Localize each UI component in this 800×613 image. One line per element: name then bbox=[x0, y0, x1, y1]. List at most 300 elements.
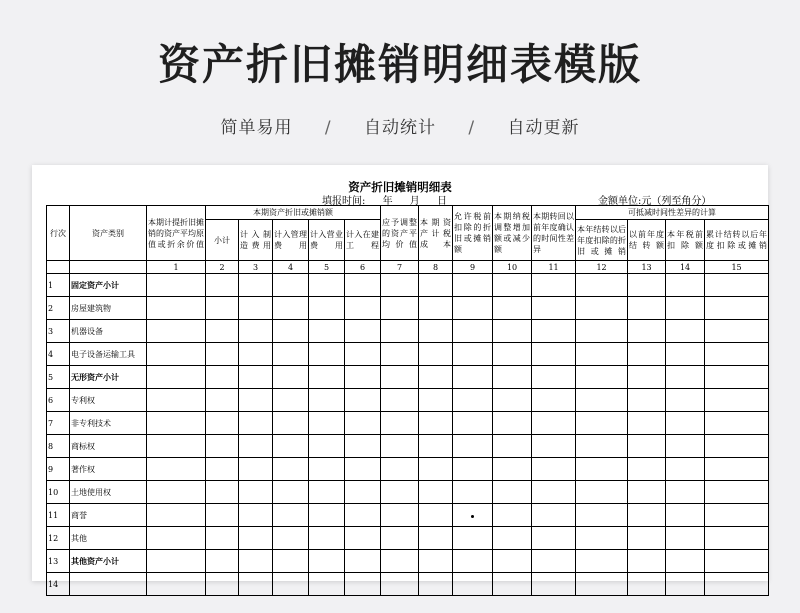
table-cell[interactable] bbox=[419, 320, 453, 343]
table-cell[interactable] bbox=[381, 481, 419, 504]
table-cell[interactable] bbox=[666, 274, 705, 297]
table-cell[interactable] bbox=[576, 435, 628, 458]
table-cell[interactable] bbox=[239, 573, 273, 596]
table-cell[interactable] bbox=[453, 274, 493, 297]
row-number: 8 bbox=[47, 435, 70, 458]
table-cell[interactable] bbox=[309, 550, 345, 573]
table-cell[interactable] bbox=[453, 527, 493, 550]
row-number: 7 bbox=[47, 412, 70, 435]
column-number: 1 bbox=[147, 261, 206, 274]
column-number: 13 bbox=[628, 261, 666, 274]
table-cell[interactable] bbox=[666, 297, 705, 320]
table-cell[interactable] bbox=[273, 366, 309, 389]
table-cell[interactable] bbox=[147, 550, 206, 573]
table-cell[interactable] bbox=[628, 573, 666, 596]
table-cell[interactable] bbox=[628, 297, 666, 320]
asset-category: 著作权 bbox=[70, 458, 147, 481]
table-cell[interactable] bbox=[206, 435, 239, 458]
table-cell[interactable] bbox=[628, 366, 666, 389]
column-number: 5 bbox=[309, 261, 345, 274]
table-cell[interactable] bbox=[576, 550, 628, 573]
table-cell[interactable] bbox=[493, 550, 532, 573]
table-cell[interactable] bbox=[345, 458, 381, 481]
table-cell[interactable] bbox=[381, 343, 419, 366]
table-cell[interactable] bbox=[453, 481, 493, 504]
asset-category: 其他资产小计 bbox=[70, 550, 147, 573]
subtitle-item-easy: 简单易用 bbox=[220, 118, 293, 138]
row-number: 10 bbox=[47, 481, 70, 504]
header-avg-value: 本期计提折旧摊销的资产平均原值或折余价值 bbox=[147, 206, 206, 261]
table-cell[interactable] bbox=[206, 389, 239, 412]
subtitle-separator: / bbox=[468, 118, 476, 138]
table-cell[interactable] bbox=[309, 412, 345, 435]
fill-date-label: 填报时间: bbox=[322, 196, 366, 207]
row-number: 6 bbox=[47, 389, 70, 412]
table-cell[interactable] bbox=[345, 366, 381, 389]
table-cell[interactable] bbox=[147, 504, 206, 527]
table-cell[interactable] bbox=[532, 573, 576, 596]
row-number: 12 bbox=[47, 527, 70, 550]
table-cell[interactable] bbox=[532, 435, 576, 458]
table-cell[interactable] bbox=[493, 297, 532, 320]
column-number: 2 bbox=[206, 261, 239, 274]
table-cell[interactable] bbox=[705, 458, 769, 481]
row-number: 2 bbox=[47, 297, 70, 320]
depreciation-table bbox=[46, 205, 769, 596]
table-cell[interactable] bbox=[628, 320, 666, 343]
fill-date-day: 日 bbox=[436, 196, 447, 207]
column-number: 12 bbox=[576, 261, 628, 274]
table-cell[interactable] bbox=[345, 550, 381, 573]
table-cell[interactable] bbox=[147, 320, 206, 343]
table-cell[interactable] bbox=[705, 481, 769, 504]
table-cell[interactable] bbox=[381, 320, 419, 343]
table-cell[interactable] bbox=[419, 366, 453, 389]
table-cell[interactable] bbox=[493, 527, 532, 550]
row-number: 1 bbox=[47, 274, 70, 297]
table-cell[interactable] bbox=[628, 412, 666, 435]
table-cell[interactable] bbox=[273, 435, 309, 458]
table-cell[interactable] bbox=[493, 412, 532, 435]
header-carry-forward: 本年结转以后年度扣除的折旧或摊销 bbox=[576, 220, 628, 261]
table-cell[interactable] bbox=[666, 458, 705, 481]
table-cell[interactable] bbox=[666, 573, 705, 596]
asset-category: 机器设备 bbox=[70, 320, 147, 343]
table-cell[interactable] bbox=[273, 527, 309, 550]
table-cell[interactable] bbox=[309, 458, 345, 481]
table-cell[interactable] bbox=[273, 343, 309, 366]
table-cell[interactable] bbox=[532, 458, 576, 481]
table-cell[interactable] bbox=[493, 435, 532, 458]
row-number: 13 bbox=[47, 550, 70, 573]
table-cell[interactable] bbox=[576, 297, 628, 320]
table-cell[interactable] bbox=[309, 274, 345, 297]
table-cell[interactable] bbox=[381, 504, 419, 527]
table-row bbox=[47, 366, 769, 389]
table-cell[interactable] bbox=[453, 320, 493, 343]
table-cell[interactable] bbox=[147, 435, 206, 458]
table-cell[interactable] bbox=[345, 297, 381, 320]
table-cell[interactable] bbox=[273, 320, 309, 343]
table-cell[interactable] bbox=[628, 481, 666, 504]
table-cell[interactable] bbox=[419, 527, 453, 550]
table-cell[interactable] bbox=[419, 435, 453, 458]
table-cell[interactable] bbox=[309, 504, 345, 527]
table-cell[interactable] bbox=[273, 481, 309, 504]
table-row bbox=[47, 389, 769, 412]
table-cell[interactable] bbox=[147, 412, 206, 435]
row-number: 5 bbox=[47, 366, 70, 389]
amount-unit: 金额单位:元（列至角分） bbox=[598, 196, 712, 207]
table-cell[interactable] bbox=[381, 458, 419, 481]
subtitle-item-auto-stats: 自动统计 bbox=[364, 118, 436, 138]
table-cell[interactable] bbox=[493, 389, 532, 412]
table-cell[interactable] bbox=[309, 389, 345, 412]
table-cell[interactable] bbox=[273, 504, 309, 527]
table-row bbox=[47, 435, 769, 458]
header-reversal: 本期转回以前年度确认的时间性差异 bbox=[532, 206, 576, 261]
table-cell[interactable] bbox=[705, 435, 769, 458]
table-cell[interactable] bbox=[576, 320, 628, 343]
table-cell[interactable] bbox=[309, 481, 345, 504]
table-cell[interactable] bbox=[576, 274, 628, 297]
table-cell[interactable] bbox=[206, 527, 239, 550]
header-group-deductible: 可抵减时间性差异的计算 bbox=[576, 206, 769, 220]
row-number: 4 bbox=[47, 343, 70, 366]
table-cell[interactable] bbox=[705, 274, 769, 297]
table-cell[interactable] bbox=[705, 550, 769, 573]
asset-category: 土地使用权 bbox=[70, 481, 147, 504]
column-number: 6 bbox=[345, 261, 381, 274]
table-cell[interactable] bbox=[493, 504, 532, 527]
table-cell[interactable] bbox=[493, 573, 532, 596]
table-cell[interactable] bbox=[206, 458, 239, 481]
table-cell[interactable] bbox=[576, 343, 628, 366]
table-cell[interactable] bbox=[532, 481, 576, 504]
table-cell[interactable] bbox=[666, 550, 705, 573]
column-number: 9 bbox=[453, 261, 493, 274]
table-cell[interactable] bbox=[666, 527, 705, 550]
table-row bbox=[47, 297, 769, 320]
table-cell[interactable] bbox=[705, 412, 769, 435]
table-cell[interactable] bbox=[239, 320, 273, 343]
table-cell[interactable] bbox=[628, 435, 666, 458]
table-cell[interactable] bbox=[419, 389, 453, 412]
header-cumulative: 累计结转以后年度扣除或摊销 bbox=[705, 220, 769, 261]
table-cell[interactable] bbox=[309, 573, 345, 596]
table-cell[interactable] bbox=[705, 389, 769, 412]
table-cell[interactable] bbox=[666, 343, 705, 366]
table-cell[interactable] bbox=[576, 504, 628, 527]
table-cell[interactable] bbox=[206, 550, 239, 573]
table-row bbox=[47, 458, 769, 481]
table-row bbox=[47, 343, 769, 366]
table-cell[interactable] bbox=[309, 343, 345, 366]
table-cell[interactable] bbox=[453, 504, 493, 527]
table-cell[interactable] bbox=[419, 550, 453, 573]
table-cell[interactable] bbox=[576, 481, 628, 504]
table-cell[interactable] bbox=[493, 366, 532, 389]
table-cell[interactable] bbox=[453, 458, 493, 481]
table-cell[interactable] bbox=[705, 343, 769, 366]
table-cell[interactable] bbox=[309, 527, 345, 550]
table-cell[interactable] bbox=[705, 573, 769, 596]
table-cell[interactable] bbox=[532, 527, 576, 550]
table-cell[interactable] bbox=[239, 458, 273, 481]
asset-category: 专利权 bbox=[70, 389, 147, 412]
dot-marker bbox=[471, 515, 474, 518]
asset-category: 商誉 bbox=[70, 504, 147, 527]
table-cell[interactable] bbox=[666, 481, 705, 504]
header-tax-cost: 本期资产计税成本 bbox=[419, 206, 453, 261]
table-cell[interactable] bbox=[532, 366, 576, 389]
table-cell[interactable] bbox=[453, 366, 493, 389]
asset-category: 房屋建筑物 bbox=[70, 297, 147, 320]
row-number: 9 bbox=[47, 458, 70, 481]
table-cell[interactable] bbox=[453, 412, 493, 435]
table-row bbox=[47, 504, 769, 527]
table-cell[interactable] bbox=[309, 320, 345, 343]
table-cell[interactable] bbox=[705, 527, 769, 550]
table-cell[interactable] bbox=[206, 297, 239, 320]
fill-date-year: 年 bbox=[382, 196, 393, 207]
table-cell[interactable] bbox=[628, 274, 666, 297]
table-cell[interactable] bbox=[628, 343, 666, 366]
table-cell[interactable] bbox=[309, 366, 345, 389]
header-tax-adjust: 本期纳税调整增加额或减少额 bbox=[493, 206, 532, 261]
table-row bbox=[47, 320, 769, 343]
table-cell[interactable] bbox=[576, 412, 628, 435]
table-row bbox=[47, 274, 769, 297]
header-group-current: 本期资产折旧或摊销额 bbox=[206, 206, 381, 220]
header-deductible: 允许税前扣除的折旧或摊销额 bbox=[453, 206, 493, 261]
table-cell[interactable] bbox=[273, 458, 309, 481]
table-cell[interactable] bbox=[381, 550, 419, 573]
table-cell[interactable] bbox=[419, 297, 453, 320]
fill-date-month: 月 bbox=[409, 196, 420, 207]
column-number: 8 bbox=[419, 261, 453, 274]
table-cell[interactable] bbox=[532, 412, 576, 435]
table-cell[interactable] bbox=[532, 320, 576, 343]
table-cell[interactable] bbox=[206, 504, 239, 527]
column-number: 10 bbox=[493, 261, 532, 274]
page-title: 资产折旧摊销明细表模版 bbox=[157, 40, 642, 89]
header-construction: 计入在建工程 bbox=[345, 220, 381, 261]
column-number: 4 bbox=[273, 261, 309, 274]
table-cell[interactable] bbox=[381, 274, 419, 297]
table-cell[interactable] bbox=[273, 550, 309, 573]
table-cell[interactable] bbox=[381, 366, 419, 389]
table-cell[interactable] bbox=[666, 366, 705, 389]
table-cell[interactable] bbox=[47, 261, 70, 274]
column-number: 3 bbox=[239, 261, 273, 274]
header-row-no: 行次 bbox=[47, 206, 70, 261]
row-number: 11 bbox=[47, 504, 70, 527]
table-cell[interactable] bbox=[532, 297, 576, 320]
table-cell[interactable] bbox=[576, 389, 628, 412]
table-cell[interactable] bbox=[273, 573, 309, 596]
table-cell[interactable] bbox=[147, 297, 206, 320]
table-cell[interactable] bbox=[705, 504, 769, 527]
table-cell[interactable] bbox=[345, 320, 381, 343]
table-cell[interactable] bbox=[628, 527, 666, 550]
table-cell[interactable] bbox=[453, 343, 493, 366]
asset-category: 固定资产小计 bbox=[70, 274, 147, 297]
table-cell[interactable] bbox=[493, 274, 532, 297]
table-cell[interactable] bbox=[628, 458, 666, 481]
header-adjusted-value: 应予调整的资产平均价值 bbox=[381, 206, 419, 261]
table-cell[interactable] bbox=[453, 550, 493, 573]
header-manufacturing: 计入制造费用 bbox=[239, 220, 273, 261]
subtitle bbox=[0, 113, 800, 138]
table-cell[interactable] bbox=[576, 366, 628, 389]
table-cell[interactable] bbox=[532, 343, 576, 366]
table-cell[interactable] bbox=[239, 343, 273, 366]
table-cell[interactable] bbox=[666, 389, 705, 412]
table-cell[interactable] bbox=[628, 389, 666, 412]
table-cell[interactable] bbox=[381, 412, 419, 435]
table-row bbox=[47, 550, 769, 573]
table-cell[interactable] bbox=[532, 389, 576, 412]
table-cell[interactable] bbox=[345, 274, 381, 297]
table-cell[interactable] bbox=[239, 412, 273, 435]
table-cell[interactable] bbox=[576, 458, 628, 481]
sheet-title: 资产折旧摊销明细表 bbox=[348, 180, 452, 194]
table-cell[interactable] bbox=[493, 458, 532, 481]
table-cell[interactable] bbox=[206, 573, 239, 596]
table-cell[interactable] bbox=[239, 435, 273, 458]
table-row bbox=[47, 573, 769, 596]
column-number: 11 bbox=[532, 261, 576, 274]
table-cell[interactable] bbox=[345, 412, 381, 435]
table-cell[interactable] bbox=[453, 389, 493, 412]
asset-category: 电子设备运输工具 bbox=[70, 343, 147, 366]
table-cell[interactable] bbox=[309, 297, 345, 320]
table-cell[interactable] bbox=[576, 527, 628, 550]
header-management: 计入管理费用 bbox=[273, 220, 309, 261]
table-cell[interactable] bbox=[309, 435, 345, 458]
asset-category: 商标权 bbox=[70, 435, 147, 458]
table-cell[interactable] bbox=[239, 389, 273, 412]
table-cell[interactable] bbox=[381, 297, 419, 320]
table-cell[interactable] bbox=[273, 389, 309, 412]
table-cell[interactable] bbox=[147, 274, 206, 297]
table-cell[interactable] bbox=[666, 412, 705, 435]
table-cell[interactable] bbox=[273, 412, 309, 435]
table-cell[interactable] bbox=[628, 550, 666, 573]
table-cell[interactable] bbox=[147, 458, 206, 481]
row-number: 3 bbox=[47, 320, 70, 343]
subtitle-separator: / bbox=[324, 118, 332, 138]
column-number: 14 bbox=[666, 261, 705, 274]
table-cell[interactable] bbox=[206, 481, 239, 504]
table-cell[interactable] bbox=[576, 573, 628, 596]
asset-category: 非专利技术 bbox=[70, 412, 147, 435]
table-cell[interactable] bbox=[419, 573, 453, 596]
table-cell[interactable] bbox=[666, 320, 705, 343]
table-cell[interactable] bbox=[381, 527, 419, 550]
table-cell[interactable] bbox=[345, 573, 381, 596]
table-cell[interactable] bbox=[381, 435, 419, 458]
table-cell[interactable] bbox=[666, 435, 705, 458]
table-cell[interactable] bbox=[381, 573, 419, 596]
table-cell[interactable] bbox=[239, 297, 273, 320]
table-cell[interactable] bbox=[345, 435, 381, 458]
table-cell[interactable] bbox=[206, 412, 239, 435]
table-cell[interactable] bbox=[419, 274, 453, 297]
header-current-deduction: 本年税前扣除额 bbox=[666, 220, 705, 261]
table-cell[interactable] bbox=[239, 481, 273, 504]
table-row bbox=[47, 412, 769, 435]
header-category: 资产类别 bbox=[70, 206, 147, 261]
table-cell[interactable] bbox=[532, 550, 576, 573]
table-cell[interactable] bbox=[705, 320, 769, 343]
table-cell[interactable] bbox=[666, 504, 705, 527]
table-cell[interactable] bbox=[273, 297, 309, 320]
table-cell[interactable] bbox=[147, 573, 206, 596]
table-cell[interactable] bbox=[239, 550, 273, 573]
table-cell[interactable] bbox=[493, 481, 532, 504]
table-cell[interactable] bbox=[532, 504, 576, 527]
table-cell[interactable] bbox=[493, 320, 532, 343]
table-cell[interactable] bbox=[345, 504, 381, 527]
table-cell[interactable] bbox=[147, 343, 206, 366]
table-cell[interactable] bbox=[147, 366, 206, 389]
table-cell[interactable] bbox=[147, 527, 206, 550]
table-cell[interactable] bbox=[419, 458, 453, 481]
table-row bbox=[47, 481, 769, 504]
asset-category: 无形资产小计 bbox=[70, 366, 147, 389]
table-cell[interactable] bbox=[453, 297, 493, 320]
table-cell[interactable] bbox=[419, 343, 453, 366]
table-cell[interactable] bbox=[345, 481, 381, 504]
table-cell[interactable] bbox=[273, 274, 309, 297]
table-cell[interactable] bbox=[705, 297, 769, 320]
table-cell[interactable] bbox=[70, 261, 147, 274]
table-cell[interactable] bbox=[419, 412, 453, 435]
table-cell[interactable] bbox=[493, 343, 532, 366]
table-cell[interactable] bbox=[345, 389, 381, 412]
table-cell[interactable] bbox=[239, 274, 273, 297]
table-row bbox=[47, 527, 769, 550]
table-cell[interactable] bbox=[239, 504, 273, 527]
table-cell[interactable] bbox=[419, 504, 453, 527]
table-cell[interactable] bbox=[453, 435, 493, 458]
table-cell[interactable] bbox=[147, 481, 206, 504]
row-number: 14 bbox=[47, 573, 70, 596]
header-subtotal: 小计 bbox=[206, 220, 239, 261]
asset-category: 其他 bbox=[70, 527, 147, 550]
table-cell[interactable] bbox=[532, 274, 576, 297]
table-cell[interactable] bbox=[239, 366, 273, 389]
table-cell[interactable] bbox=[147, 389, 206, 412]
table-cell[interactable] bbox=[381, 389, 419, 412]
table-cell[interactable] bbox=[453, 573, 493, 596]
table-cell[interactable] bbox=[206, 343, 239, 366]
column-number: 15 bbox=[705, 261, 769, 274]
table-cell[interactable] bbox=[345, 527, 381, 550]
table-cell[interactable] bbox=[345, 343, 381, 366]
table-cell[interactable] bbox=[419, 481, 453, 504]
table-cell[interactable] bbox=[239, 527, 273, 550]
table-cell[interactable] bbox=[206, 366, 239, 389]
table-cell[interactable] bbox=[206, 274, 239, 297]
table-cell[interactable] bbox=[705, 366, 769, 389]
spreadsheet-preview bbox=[32, 165, 768, 589]
table-cell[interactable] bbox=[628, 504, 666, 527]
table-cell[interactable] bbox=[206, 320, 239, 343]
subtitle-item-auto-update: 自动更新 bbox=[507, 118, 580, 138]
